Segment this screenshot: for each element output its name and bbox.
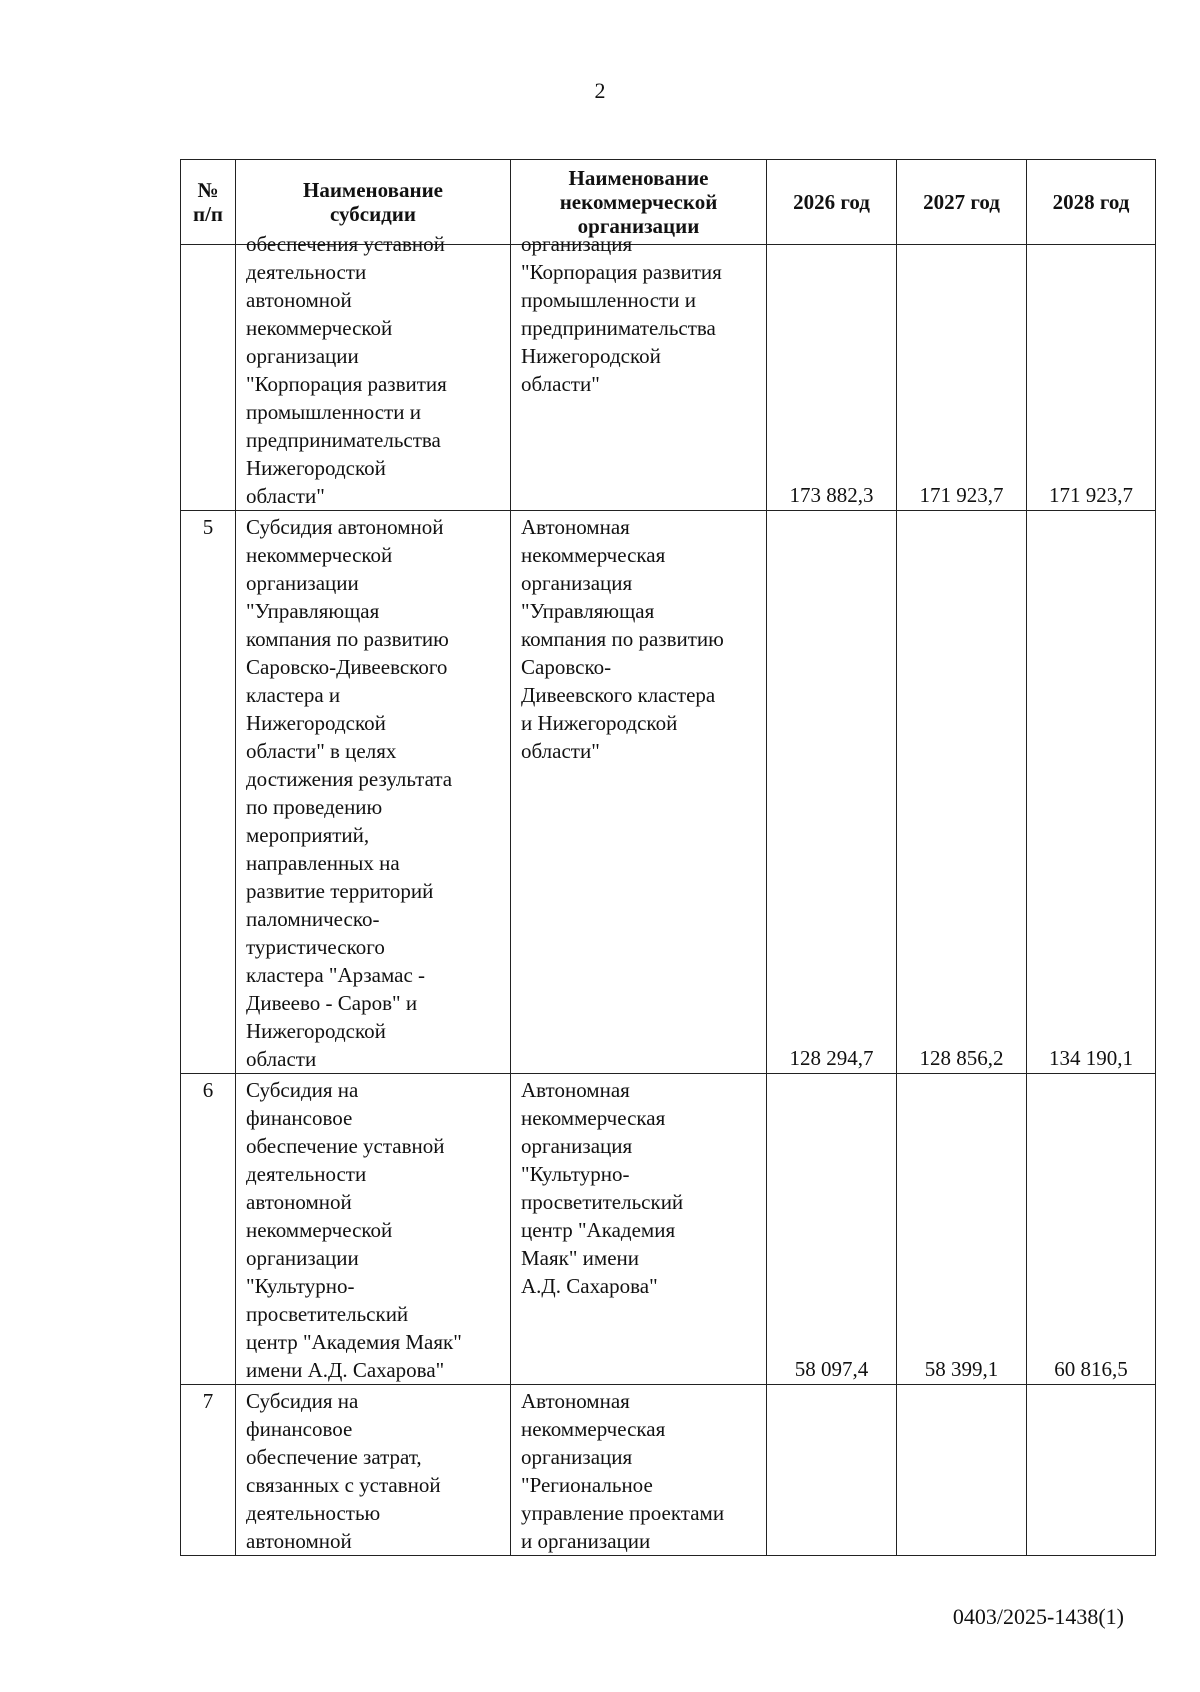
row-num: 5 [181, 511, 236, 1074]
table-row-5 [181, 511, 1156, 1074]
subsidy-cut-line: обеспечения уставной [246, 232, 445, 256]
row-num: 7 [181, 1385, 236, 1556]
amount-2026: 128 294,7 [767, 511, 897, 1074]
amount-2028: 60 816,5 [1027, 1074, 1156, 1385]
table-row-7 [181, 1385, 1156, 1556]
amount-2028: 134 190,1 [1027, 511, 1156, 1074]
amount-2027 [897, 1385, 1027, 1556]
amount-2027: 128 856,2 [897, 511, 1027, 1074]
table-row-continued [181, 245, 1156, 511]
org-text: "Корпорация развития промышленности и предпринимательства Нижегородской области" [521, 260, 722, 396]
document-code: 0403/2025-1438(1) [952, 1604, 1124, 1629]
row-org [511, 232, 767, 511]
row-num: 6 [181, 1074, 236, 1385]
header-subsidy: Наименование субсидии [236, 160, 511, 245]
subsidy-table [180, 159, 1156, 1556]
amount-2027: 58 399,1 [897, 1074, 1027, 1385]
header-2028: 2028 год [1027, 160, 1156, 245]
table-row-6 [181, 1074, 1156, 1385]
amount-2028 [1027, 1385, 1156, 1556]
row-num [181, 245, 236, 511]
row-subsidy: Субсидия автономной некоммерческой организации "Управляющая компания по развитию Саровско-Дивеевского кластера и Нижегородской области" в целях достижения результата по проведению мероприятий, направленных на развитие территорий паломническо- туристического кластера "Арзамас - Дивеево - Саров" и Нижегородской области [236, 511, 511, 1074]
header-2027: 2027 год [897, 160, 1027, 245]
header-num: № п/п [181, 160, 236, 245]
row-org: Автономная некоммерческая организация "Управляющая компания по развитию Саровско- Дивеевского кластера и Нижегородской области" [511, 511, 767, 1074]
amount-2028: 171 923,7 [1027, 245, 1156, 511]
org-cut-line: организация [521, 232, 633, 256]
amount-2026: 173 882,3 [767, 245, 897, 511]
row-subsidy: Субсидия на финансовое обеспечение затрат, связанных с уставной деятельностью автономной [236, 1385, 511, 1556]
amount-2027: 171 923,7 [897, 245, 1027, 511]
row-org: Автономная некоммерческая организация "Культурно- просветительский центр "Академия Маяк" имени А.Д. Сахарова" [511, 1074, 767, 1385]
row-org: Автономная некоммерческая организация "Региональное управление проектами и организации [511, 1385, 767, 1556]
amount-2026 [767, 1385, 897, 1556]
page-number: 2 [594, 78, 606, 103]
header-2026: 2026 год [767, 160, 897, 245]
subsidy-text: деятельности автономной некоммерческой организации "Корпорация развития промышленности и предпринимательства Нижегородской области" [246, 260, 447, 508]
header-org: Наименование некоммерческой организации [511, 160, 767, 245]
row-subsidy [236, 232, 511, 511]
amount-2026: 58 097,4 [767, 1074, 897, 1385]
row-subsidy: Субсидия на финансовое обеспечение уставной деятельности автономной некоммерческой организации "Культурно- просветительский центр "Академия Маяк" имени А.Д. Сахарова" [236, 1074, 511, 1385]
